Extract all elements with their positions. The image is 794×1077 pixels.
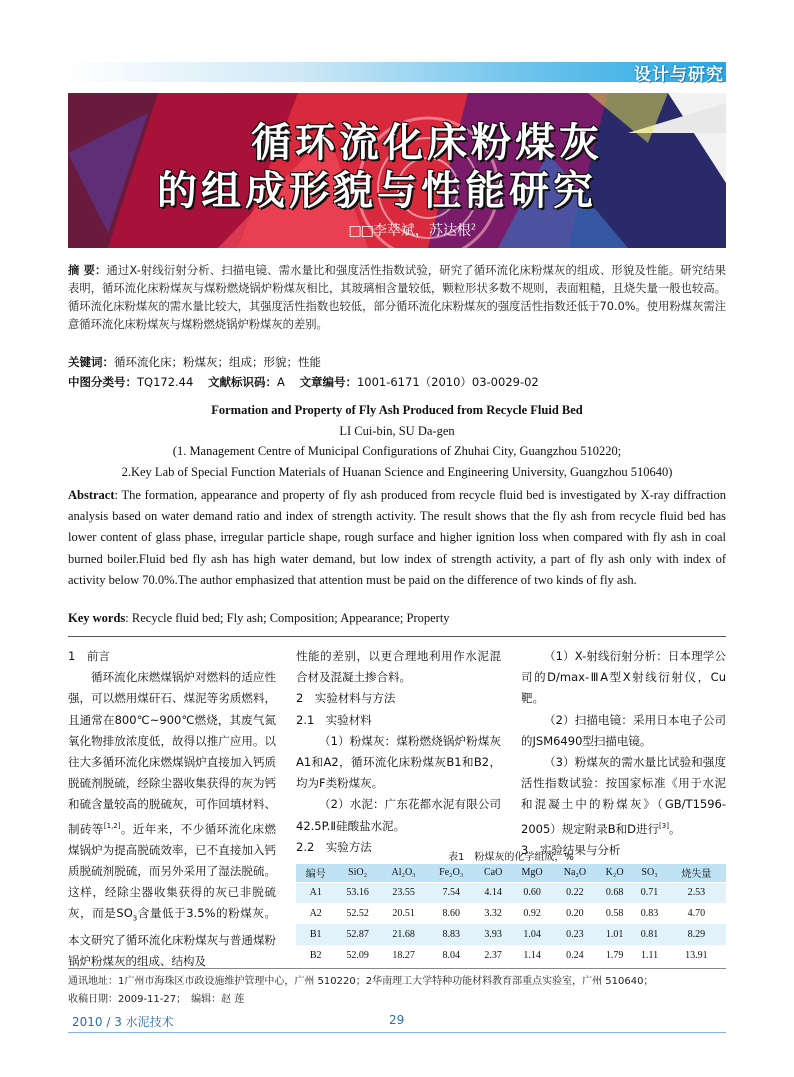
table-cell: 0.58 (597, 903, 632, 924)
english-authors: LI Cui-bin, SU Da-gen (339, 424, 455, 438)
doc-code: A (276, 375, 285, 389)
table-cell: 18.27 (380, 945, 428, 966)
intro-text-2: 。近年来，不少循环流化床燃煤锅炉为提高脱硫效率，已不直接加入钙质脱硫剂脱硫，而另外采用了湿法脱硫。这样，经除尘器收集获得的灰已非脱硫灰，而是SO (68, 821, 277, 921)
table-cell: 2.37 (475, 945, 511, 966)
table-cell: 0.68 (597, 882, 632, 903)
table-header-cell: MgO (511, 864, 553, 882)
table-row (296, 945, 726, 966)
english-abstract (68, 485, 726, 591)
table-row (296, 903, 726, 924)
citation-ref-1-2: [1,2] (103, 821, 121, 830)
author-superscript: 2 (470, 222, 476, 232)
intro-text-3: 含量低于3.5%的粉煤灰。本文研究了循环流化床粉煤灰与普通煤粉锅炉粉煤灰的组成、结构及 (68, 906, 277, 968)
table-row (296, 882, 726, 903)
table-header-cell: 烧失量 (667, 864, 726, 882)
cn-keywords-text: 循环流化床；粉煤灰；组成；形貌；性能 (114, 355, 321, 369)
chemical-composition-table (296, 864, 726, 966)
table-header-row (296, 864, 726, 882)
table-cell: 3.93 (475, 924, 511, 945)
chinese-keywords (68, 353, 726, 371)
clc-number: TQ172.44 (137, 375, 194, 389)
paragraph-cement: （2）水泥：广东花都水泥有限公司42.5P.Ⅱ硅酸盐水泥。 (296, 797, 501, 833)
table-cell: 52.52 (335, 903, 379, 924)
table-cell: 3.32 (475, 903, 511, 924)
table-cell: 53.16 (335, 882, 379, 903)
article-number-label: 文章编号： (299, 375, 357, 389)
table-cell: 0.81 (632, 924, 666, 945)
heading-methods: 2.2 实验方法 (296, 839, 372, 854)
paragraph-water-demand (521, 752, 726, 840)
classification-line (68, 373, 726, 391)
so3-subscript: 3 (132, 914, 138, 923)
table-cell: 0.71 (632, 882, 666, 903)
table-cell: 1.79 (597, 945, 632, 966)
table-cell: 20.51 (380, 903, 428, 924)
en-keywords-text: : Recycle fluid bed; Fly ash; Composition; Appearance; Property (125, 611, 450, 625)
table-cell: 21.68 (380, 924, 428, 945)
citation-ref-3: [3] (659, 821, 669, 830)
table-cell: 23.55 (380, 882, 428, 903)
table-header-cell: Fe₂O₃ (427, 864, 475, 882)
table-cell: 52.09 (335, 945, 379, 966)
article-title-line2: 的组成形貌与性能研究 (157, 168, 597, 214)
english-affiliation-2: 2.Key Lab of Special Function Materials of Huanan Science and Engineering University, Guangzhou 510640) (121, 465, 673, 479)
body-column-1 (68, 646, 276, 972)
footnote-address: 通讯地址：1广州市海珠区市政设施维护管理中心，广州 510220；2华南理工大学特种功能材料教育部重点实验室，广州 510640； (68, 976, 654, 987)
paragraph-fly-ash: （1）粉煤灰：煤粉燃烧锅炉粉煤灰A1和A2，循环流化床粉煤灰B1和B2，均为F类粉煤灰。 (296, 733, 501, 791)
en-keywords-label: Key words (68, 611, 126, 625)
heading-materials: 2.1 实验材料 (296, 712, 372, 727)
section-divider (68, 636, 726, 637)
body-column-2 (296, 646, 501, 858)
table-cell: 4.70 (667, 903, 726, 924)
author-placeholder-boxes: □□ (348, 223, 373, 239)
banner-authors (348, 220, 476, 240)
table-cell: 0.24 (553, 945, 597, 966)
table-cell: B2 (296, 945, 335, 966)
table-header-cell: SO₃ (632, 864, 666, 882)
table-header-cell: SiO₂ (335, 864, 379, 882)
footnote-received: 收稿日期：2009-11-27； 编辑：赵 莲 (68, 994, 245, 1005)
table-cell: 8.29 (667, 924, 726, 945)
table-cell: 0.83 (632, 903, 666, 924)
heading-introduction: 1 前言 (68, 649, 110, 663)
paragraph-sem: （2）扫描电镜：采用日本电子公司的JSM6490型扫描电镜。 (521, 712, 726, 748)
table-cell: A1 (296, 882, 335, 903)
footnote-divider (68, 968, 726, 969)
footer-rule (68, 1032, 726, 1033)
chinese-abstract (68, 262, 726, 334)
page-number: 29 (389, 1013, 405, 1027)
table-cell: 1.11 (632, 945, 666, 966)
table-header-cell: K₂O (597, 864, 632, 882)
table-cell: 1.04 (511, 924, 553, 945)
table-cell: 52.87 (335, 924, 379, 945)
english-title: Formation and Property of Fly Ash Produced from Recycle Fluid Bed (211, 403, 583, 417)
doc-code-label: 文献标识码： (207, 375, 277, 389)
cn-keywords-label: 关键词： (68, 355, 114, 369)
table-cell: 0.60 (511, 882, 553, 903)
author-names: 李萃斌，苏达根 (372, 223, 471, 239)
english-affiliation-1: (1. Management Centre of Municipal Configurations of Zhuhai City, Guangzhou 510220; (172, 444, 622, 458)
water-demand-text: （3）粉煤灰的需水量比试验和强度活性指数试验：按国家标准《用于水泥和混凝土中的粉煤灰》（GB/T1596-2005）规定附录B和D进行 (521, 755, 726, 836)
table-caption: 表1 粉煤灰的化学组成，% (448, 852, 574, 863)
intro-text-1: 循环流化床燃煤锅炉对燃料的适应性强，可以燃用煤矸石、煤泥等劣质燃料，且通常在800℃~900℃燃烧，其废气氮氧化物排放浓度低，故得以推广应用。以往大多循环流化床燃煤锅炉直接加入钙质脱硫剂脱硫，经除尘器收集获得的灰为钙和硫含量较高的脱硫灰，可作回填材料、制砖等 (68, 670, 276, 836)
water-demand-end: 。 (668, 821, 681, 836)
table-header-cell: Na₂O (553, 864, 597, 882)
table-body (296, 882, 726, 966)
title-banner (68, 93, 726, 248)
paragraph-introduction (68, 667, 276, 972)
article-title-line1: 循环流化床粉煤灰 (251, 120, 603, 166)
cn-abstract-label: 摘 要： (68, 264, 107, 277)
table-header-cell: CaO (475, 864, 511, 882)
en-abstract-text: : The formation, appearance and property of fly ash produced from recycle fluid bed is investigated by X-ray diffraction analysis based on water demand ratio and index of strength activity. The result shows that the fly ash from recycle fluid bed has lower content of glass phase, irregular particle shape, rough surface and higher ignition loss when compared with fly ash in coal burned boiler.Fluid bed fly ash has high water demand, but low index of strength activity, a part of fly ash only with index of activity below 70.0%.The author emphasized that attention must be paid on the difference of two kinds of fly ash. (68, 488, 726, 587)
section-tag: 设计与研究 (634, 65, 724, 85)
clc-label: 中图分类号： (68, 375, 137, 389)
en-abstract-label: Abstract (68, 488, 115, 502)
table-cell: 1.14 (511, 945, 553, 966)
table-cell: 7.54 (427, 882, 475, 903)
heading-materials-methods: 2 实验材料与方法 (296, 691, 396, 706)
body-column-3 (521, 646, 726, 861)
table-cell: 0.23 (553, 924, 597, 945)
table-cell: 8.83 (427, 924, 475, 945)
cn-abstract-text: 通过X-射线衍射分析、扫描电镜、需水量比和强度活性指数试验，研究了循环流化床粉煤灰的组成、形貌及性能。研究结果表明，循环流化床粉煤灰与煤粉燃烧锅炉粉煤灰相比，其玻璃相含量较低，颗粒形状多数不规则，表面粗糙，且烧失量一般也较高。循环流化床粉煤灰的需水量比较大，其强度活性指数也较低，部分循环流化床粉煤灰的强度活性指数还低于70.0%。使用粉煤灰需注意循环流化床粉煤灰与煤粉燃烧锅炉粉煤灰的差别。 (68, 264, 726, 331)
header-gradient-bar (68, 62, 726, 82)
table-cell: 0.92 (511, 903, 553, 924)
table-cell: 13.91 (667, 945, 726, 966)
paragraph-xrd: （1）X-射线衍射分析：日本理学公司的D/max-ⅢA型X射线衍射仪，Cu靶。 (521, 649, 726, 706)
table-header-cell: 编号 (296, 864, 335, 882)
table-cell: 0.20 (553, 903, 597, 924)
table-header-cell: Al₂O₃ (380, 864, 428, 882)
table-cell: 1.01 (597, 924, 632, 945)
table-cell: 8.04 (427, 945, 475, 966)
table-cell: B1 (296, 924, 335, 945)
table-cell: 0.22 (553, 882, 597, 903)
table-cell: 2.53 (667, 882, 726, 903)
heading-results: 3 实验结果与分析 (521, 842, 621, 857)
table-cell: 8.60 (427, 903, 475, 924)
table-row (296, 924, 726, 945)
paragraph-continued: 性能的差别，以更合理地利用作水泥混合材及混凝土掺合料。 (296, 649, 501, 685)
table-cell: 4.14 (475, 882, 511, 903)
article-number: 1001-6171（2010）03-0029-02 (356, 375, 539, 389)
english-keywords (68, 611, 726, 626)
journal-footer: 2010 / 3 水泥技术 (72, 1015, 174, 1029)
table-cell: A2 (296, 903, 335, 924)
